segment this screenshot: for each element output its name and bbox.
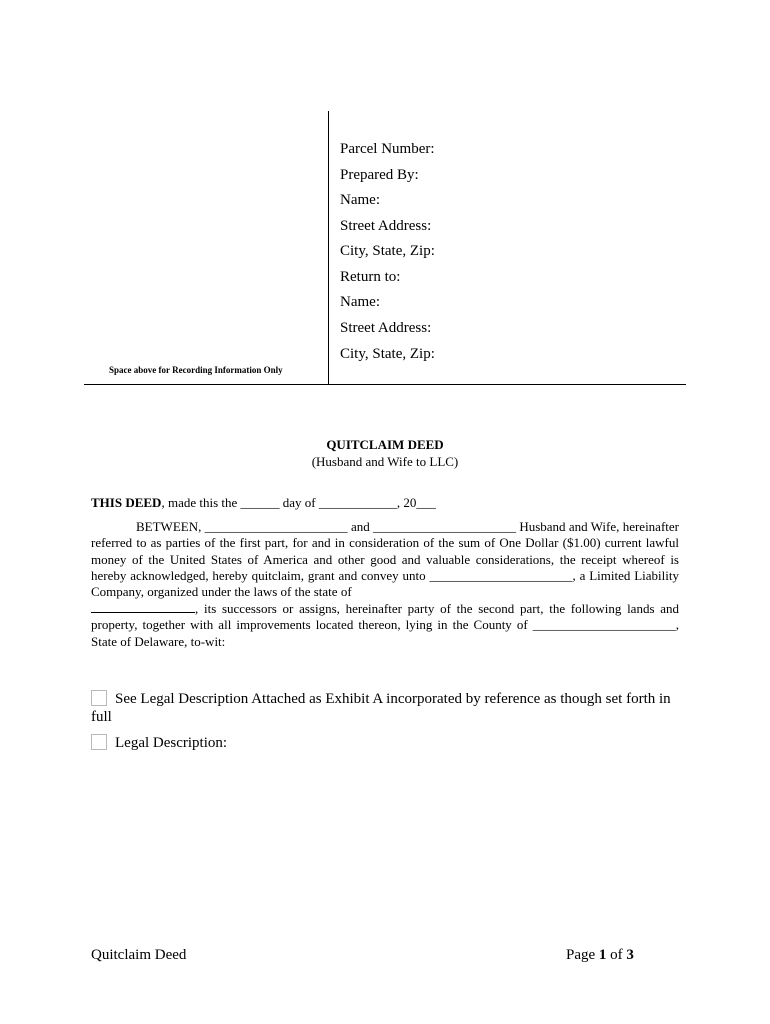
state-of-organization-blank[interactable]: [91, 601, 195, 613]
exhibit-option-row: [91, 690, 683, 726]
preparer-city-state-zip-label: City, State, Zip:: [340, 243, 435, 259]
return-name-label: Name:: [340, 294, 380, 310]
conveyance-continuation-text: , its successors or assigns, hereinafter party of the second part, the following lands and property, together with all improvements located thereon, lying in the County of ______________________, State of Delaware, to-wit:: [91, 601, 679, 649]
recording-divider-vertical: [328, 111, 329, 384]
return-street-address-label: Street Address:: [340, 320, 432, 336]
page-mid: of: [606, 947, 627, 963]
page-total: 3: [626, 947, 634, 963]
page-prefix: Page: [566, 947, 599, 963]
deed-date-line: [91, 495, 436, 511]
preparer-street-address-label: Street Address:: [340, 218, 432, 234]
page-current: 1: [598, 947, 607, 963]
exhibit-a-label: See Legal Description Attached as Exhibit A incorporated by reference as though set forth in full: [91, 691, 671, 725]
document-title: QUITCLAIM DEED: [326, 437, 444, 452]
footer-page-number: [566, 947, 634, 964]
return-city-state-zip-label: City, State, Zip:: [340, 346, 435, 362]
recording-space-note: Space above for Recording Information Only: [109, 365, 283, 375]
return-to-label: Return to:: [340, 269, 401, 285]
document-subtitle: (Husband and Wife to LLC): [311, 454, 459, 469]
legal-description-row: [91, 734, 227, 752]
footer-document-name: Quitclaim Deed: [91, 947, 187, 963]
legal-description-checkbox[interactable]: [91, 734, 107, 750]
prepared-by-label: Prepared By:: [340, 167, 419, 183]
deed-date-lead: THIS DEED: [91, 495, 162, 510]
exhibit-a-checkbox[interactable]: [91, 690, 107, 706]
recording-divider-horizontal: [84, 384, 686, 385]
conveyance-paragraph-continued: [91, 601, 679, 650]
legal-description-label: Legal Description:: [115, 735, 228, 751]
preparer-name-label: Name:: [340, 192, 380, 208]
conveyance-paragraph: BETWEEN, ______________________ and ______________________ Husband and Wife, hereinafter referred to as parties of the first part, for and in consideration of the sum of One Dollar ($1.00) current lawful money of the United States of America and other good and valuable considerations, the receipt whereof is hereby acknowledged, hereby quitclaim, grant and convey unto ______________________, a Limited Liability Company, organized under the laws of the state of: [91, 519, 679, 600]
deed-date-text: , made this the ______ day of ____________, 20___: [161, 495, 436, 510]
parcel-number-label: Parcel Number:: [340, 141, 435, 157]
